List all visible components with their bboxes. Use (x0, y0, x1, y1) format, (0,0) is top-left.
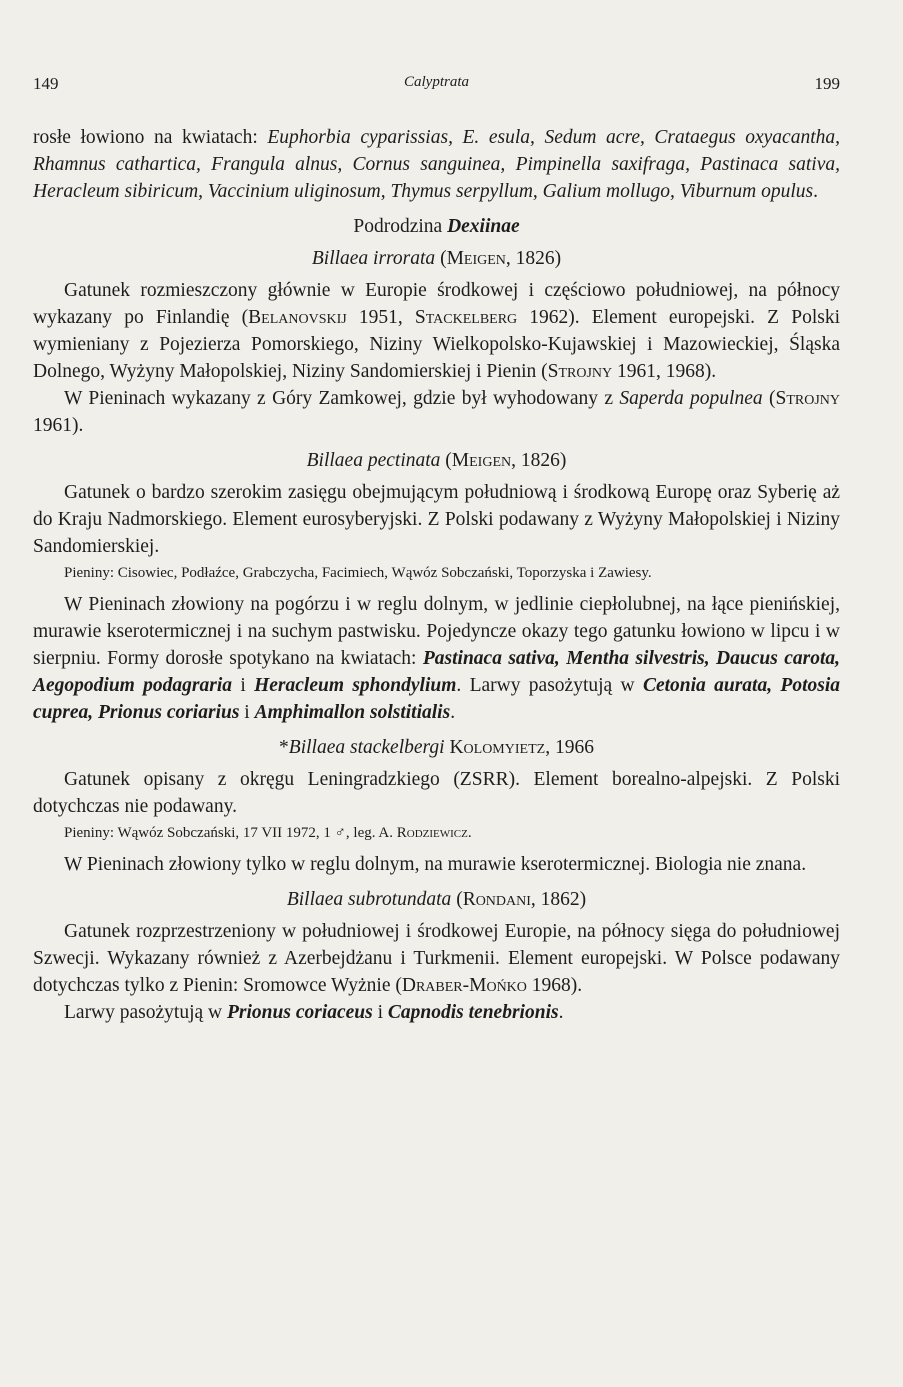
text: . (467, 825, 472, 841)
host-name: Capnodis tenebrionis (387, 1002, 559, 1023)
species-heading-stackelbergi (33, 734, 840, 761)
text: i (372, 1002, 388, 1023)
text: . (450, 702, 456, 723)
species-year: , 1862) (530, 889, 587, 910)
citation-author: Belanovskij (248, 307, 347, 328)
text: i (232, 675, 255, 696)
species-name: Billaea pectinata (306, 450, 441, 471)
intro-end: . (813, 181, 819, 202)
citation-author: Strojny (547, 361, 613, 382)
species-year: , 1826) (511, 450, 567, 471)
paren: ( (440, 450, 452, 471)
text: Larwy pasożytują w (64, 1002, 227, 1023)
subfamily-label: Podrodzina (353, 216, 448, 237)
running-title: Calyptrata (403, 74, 469, 90)
species-author: Rondani (462, 889, 531, 910)
plant-list: Euphorbia cyparissias, E. esula, Sedum acre, Crataegus oxyacantha, Rhamnus cathartica, Frangula alnus, Cornus sanguinea, Pimpinella saxifraga, Pastinaca sativa, Heracleum sibiricum, Vaccinium uliginosum, Thymus serpyllum, Galium mollugo, Viburnum opulus (33, 127, 841, 202)
stackelbergi-pieniny: W Pieninach złowiony tylko w reglu dolnym, na murawie kserotermicznej. Biologia nie znana. (64, 854, 807, 875)
irrorata-pieniny (33, 385, 840, 439)
text: Gatunek rozmieszczony głównie w Europie środkowej i częściowo południowej, na północy wykazany po Finlandię ( (33, 280, 840, 328)
host-name: Prionus coriaceus (227, 1002, 373, 1023)
subrotundata-distribution (33, 918, 840, 999)
intro-text: rosłe łowiono na kwiatach: (33, 127, 268, 148)
species-year: , 1966 (545, 737, 594, 758)
pectinata-pieniny (33, 591, 840, 726)
species-name: Billaea irrorata (311, 248, 436, 269)
text: W Pieninach wykazany z Góry Zamkowej, gdzie był wyhodowany z (64, 388, 620, 409)
collector-name: Rodziewicz (396, 825, 468, 841)
species-heading-irrorata (33, 245, 840, 272)
text: W Pieninach złowiony na pogórzu i w reglu dolnym, w jedlinie ciepłolubnej, na łące pienińskiej, murawie kserotermicznej i na suchym pastwisku. Pojedyncze okazy tego gatunku łowiono w lipcu i w sierpniu. Formy dorosłe spotykano na kwiatach: (33, 594, 840, 669)
subrotundata-hosts (33, 999, 840, 1026)
asterisk: * (279, 737, 289, 758)
text: Pieniny: Wąwóz Sobczański, 17 VII 1972, 1 ♂, leg. A. (64, 825, 397, 841)
host-name: Amphimallon solstitialis (254, 702, 451, 723)
stackelbergi-distribution: Gatunek opisany z okręgu Leningradzkiego (ZSRR). Element borealno-alpejski. Z Polski dotychczas nie podawany. (33, 769, 840, 817)
species-heading-subrotundata (33, 886, 840, 913)
page-header (33, 74, 840, 98)
plant-name: Heracleum sphondylium (254, 675, 457, 696)
species-year: , 1826) (505, 248, 562, 269)
text: 1951, (346, 307, 415, 328)
species-name: Billaea subrotundata (286, 889, 452, 910)
text: . Larwy pasożytują w (456, 675, 643, 696)
text: 1968). (526, 975, 583, 996)
pectinata-localities: Pieniny: Cisowiec, Podłaźce, Grabczycha, Facimiech, Wąwóz Sobczański, Toporzyska i Zawiesy. (64, 565, 652, 581)
citation-author: Draber-Mońko (401, 975, 527, 996)
species-author: Meigen (446, 248, 506, 269)
text: . (558, 1002, 564, 1023)
plant-list: Pastinaca sativa, Mentha silvestris, Daucus carota, Aegopodium podagraria (33, 648, 840, 696)
paren: ( (435, 248, 447, 269)
page-number-left: 149 (33, 74, 59, 93)
host-list: Cetonia aurata, Potosia cuprea, Prionus coriarius (33, 675, 841, 723)
irrorata-distribution (33, 277, 840, 385)
page-body (33, 124, 840, 1026)
species-author: Kolomyietz (449, 737, 546, 758)
species-author: Meigen (451, 450, 512, 471)
host-species: Saperda populnea (619, 388, 763, 409)
subfamily-name: Dexiinae (447, 216, 520, 237)
citation-author: Strojny (775, 388, 840, 409)
pectinata-distribution: Gatunek o bardzo szerokim zasięgu obejmującym południową i środkową Europę oraz Syberię aż do Kraju Nadmorskiego. Element eurosyberyjski. Z Polski podawany z Wyżyny Małopolskiej i Niziny Sandomierskiej. (33, 482, 840, 557)
species-name: Billaea stackelbergi (288, 737, 445, 758)
text: 1961). (33, 415, 84, 436)
text: 1962). Element europejski. Z Polski wymieniany z Pojezierza Pomorskiego, Niziny Wielkopolsko-Kujawskiej i Mazowieckiej, Śląska Dolnego, Wyżyny Małopolskiej, Niziny Sandomierskiej i Pienin ( (33, 307, 841, 382)
subfamily-heading (33, 213, 840, 240)
intro-paragraph (33, 124, 840, 205)
species-heading-pectinata (33, 447, 840, 474)
stackelbergi-localities (33, 823, 840, 844)
text: i (239, 702, 255, 723)
text: ( (762, 388, 776, 409)
page-number-right: 199 (814, 74, 840, 93)
citation-author: Stackelberg (414, 307, 518, 328)
text: 1961, 1968). (612, 361, 717, 382)
text: Gatunek rozprzestrzeniony w południowej i środkowej Europie, na północy sięga do południowej Szwecji. Wykazany również z Azerbejdżanu i Turkmenii. Element europejski. W Polsce podawany dotychczas tylko z Pienin: Sromowce Wyżnie ( (33, 921, 840, 996)
paren: ( (451, 889, 463, 910)
